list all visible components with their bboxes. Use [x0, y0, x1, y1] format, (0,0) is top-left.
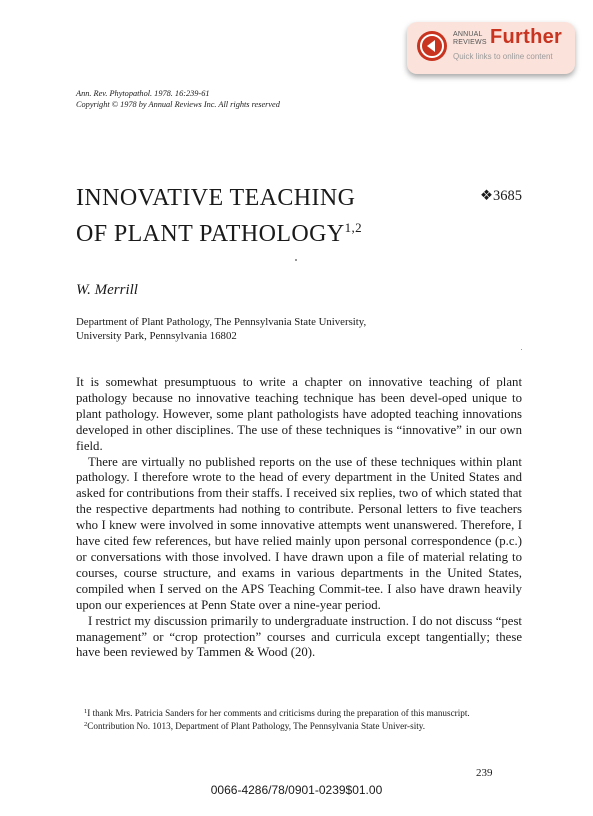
- badge-further-label: Further: [490, 26, 563, 48]
- issn-code: 0066-4286/78/0901-0239$01.00: [210, 783, 383, 797]
- badge-annual-reviews: ANNUAL REVIEWS: [453, 31, 487, 46]
- body-paragraph: It is somewhat presumptuous to write a chapter on innovative teaching of plant pathology because no innovative teaching technique has been devel-oped unique to plant pathology. However, some plant pathologists have adopted teaching innovations developed in other disciplines. The use of these techniques is “innovative” in our own field.: [76, 375, 522, 453]
- decorative-dot: [521, 349, 522, 350]
- article-body: [76, 375, 522, 661]
- badge-subtitle: Quick links to online content: [453, 52, 553, 61]
- play-arrow-icon: [417, 31, 447, 61]
- title-footnote-marks: 1,2: [344, 220, 363, 235]
- footnote: $^2$Contribution No. 1013, Department of Plant Pathology, The Pennsylvania State Univer-sity.: [84, 721, 426, 731]
- article-code: ❖3685: [480, 188, 522, 204]
- footnotes: [76, 706, 522, 732]
- article-title: INNOVATIVE TEACHING OF PLANT PATHOLOGY$^{1,2}$: [76, 185, 363, 247]
- footnote: $^1$I thank Mrs. Patricia Sanders for her comments and criticisms during the preparation of this manuscript.: [84, 708, 470, 718]
- journal-citation: Ann. Rev. Phytopathol. 1978. 16:239-61 Copyright © 1978 by Annual Reviews Inc. All rights reserved: [76, 89, 280, 109]
- page-number: 239: [476, 767, 493, 779]
- annual-reviews-further-badge[interactable]: [407, 22, 575, 74]
- decorative-dot: [295, 259, 297, 261]
- body-paragraph: I restrict my discussion primarily to undergraduate instruction. I do not discuss “pest management” or “crop protection” courses and curricula except tangentially; these have been reviewed by Tammen & Wood (20).: [76, 613, 522, 660]
- body-paragraph: There are virtually no published reports on the use of these techniques within plant pathology. I therefore wrote to the head of every department in the United States and asked for contributions from their staffs. I received six replies, two of which stated that the respective departments had nothing to contribute. Personal letters to five teachers who I knew were involved in some innovative attempts went unanswered. Therefore, I have cited few references, but have relied mainly upon personal correspondence (p.c.) or conversations with those involved. I have drawn upon a file of material relating to courses, course structure, and exams in various departments in the United States, compiled when I served on the APS Teaching Commit-tee. I also have drawn heavily upon our experiences at Penn State over a nine-year period.: [76, 454, 522, 612]
- author-affiliation: Department of Plant Pathology, The Pennsylvania State University, University Park, Pennsylvania 16802: [76, 316, 367, 342]
- author-name: W. Merrill: [76, 282, 138, 298]
